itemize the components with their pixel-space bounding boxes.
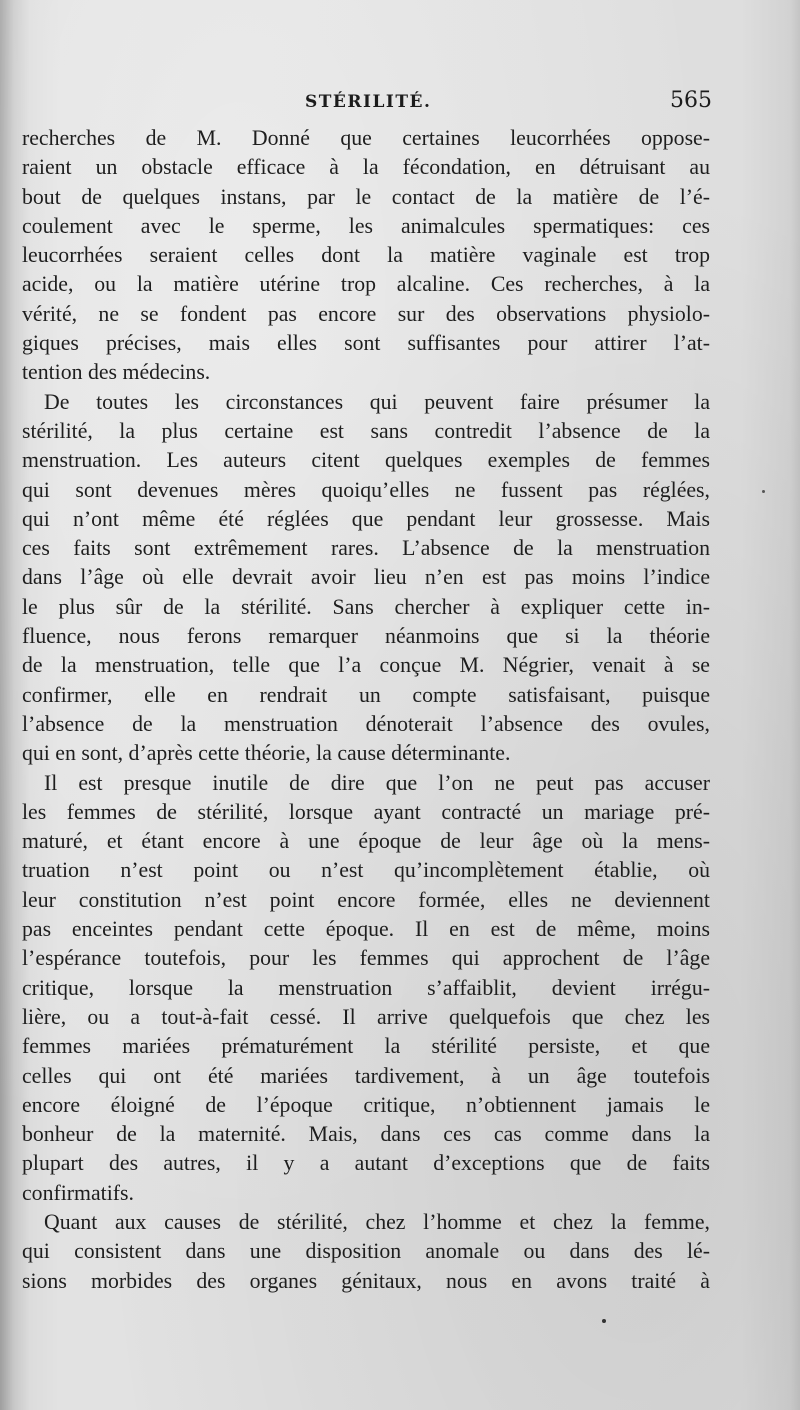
text-line: encore éloigné de l’époque critique, n’obtiennent jamais le (22, 1092, 710, 1117)
text-line: maturé, et étant encore à une époque de leur âge où la mens- (22, 829, 710, 854)
text-line: Il est presque inutile de dire que l’on ne peut pas accuser (44, 770, 710, 795)
page-header (0, 88, 800, 122)
text-line: raient un obstacle efficace à la fécondation, en détruisant au (22, 155, 710, 180)
text-line: truation n’est point ou n’est qu’incomplètement établie, où (22, 858, 710, 883)
ink-speck (602, 1319, 606, 1323)
text-line: acide, ou la matière utérine trop alcaline. Ces recherches, à la (22, 272, 710, 297)
text-line: qui en sont, d’après cette théorie, la cause déterminante. (22, 741, 511, 766)
text-line: de la menstruation, telle que l’a conçue M. Négrier, venait à se (22, 653, 710, 678)
text-line: qui sont devenues mères quoiqu’elles ne fussent pas réglées, (22, 477, 710, 502)
text-line: De toutes les circonstances qui peuvent faire présumer la (44, 389, 710, 414)
text-line: tention des médecins. (22, 360, 211, 385)
text-line: critique, lorsque la menstruation s’affaiblit, devient irrégu- (22, 975, 710, 1000)
text-line: lière, ou a tout-à-fait cessé. Il arrive quelquefois que chez les (22, 1004, 710, 1029)
running-title: STÉRILITÉ. (305, 92, 432, 112)
text-line: leur constitution n’est point encore formée, elles ne deviennent (22, 887, 710, 912)
text-line: leucorrhées seraient celles dont la matière vaginale est trop (22, 243, 710, 268)
text-line: l’espérance toutefois, pour les femmes qui approchent de l’âge (22, 946, 710, 971)
text-line: fluence, nous ferons remarquer néanmoins que si la théorie (22, 624, 710, 649)
text-line: menstruation. Les auteurs citent quelques exemples de femmes (22, 448, 710, 473)
text-line: le plus sûr de la stérilité. Sans chercher à expliquer cette in- (22, 594, 710, 619)
text-line: Quant aux causes de stérilité, chez l’homme et chez la femme, (44, 1209, 710, 1234)
text-line: confirmer, elle en rendrait un compte satisfaisant, puisque (22, 682, 710, 707)
text-line: qui consistent dans une disposition anomale ou dans des lé- (22, 1239, 710, 1264)
text-line: sions morbides des organes génitaux, nous en avons traité à (22, 1268, 710, 1293)
text-line: ces faits sont extrêmement rares. L’absence de la menstruation (22, 536, 710, 561)
text-line: bonheur de la maternité. Mais, dans ces cas comme dans la (22, 1122, 710, 1147)
text-line: les femmes de stérilité, lorsque ayant contracté un mariage pré- (22, 799, 710, 824)
text-line: confirmatifs. (22, 1180, 134, 1205)
text-line: plupart des autres, il y a autant d’exceptions que de faits (22, 1151, 710, 1176)
body-text (22, 124, 710, 1296)
text-line: stérilité, la plus certaine est sans contredit l’absence de la (22, 418, 710, 443)
page-number: 565 (670, 88, 712, 113)
text-line: dans l’âge où elle devrait avoir lieu n’en est pas moins l’indice (22, 565, 710, 590)
text-line: femmes mariées prématurément la stérilité persiste, et que (22, 1034, 710, 1059)
text-line: giques précises, mais elles sont suffisantes pour attirer l’at- (22, 331, 710, 356)
text-line: l’absence de la menstruation dénoterait l’absence des ovules, (22, 711, 710, 736)
text-line: recherches de M. Donné que certaines leucorrhées oppose- (22, 126, 710, 150)
text-line: coulement avec le sperme, les animalcules spermatiques: ces (22, 213, 710, 238)
text-line: bout de quelques instans, par le contact de la matière de l’é- (22, 184, 710, 209)
text-line: celles qui ont été mariées tardivement, à un âge toutefois (22, 1063, 710, 1088)
ink-speck (762, 490, 765, 493)
text-line: vérité, ne se fondent pas encore sur des observations physiolo- (22, 301, 710, 326)
text-line: qui n’ont même été réglées que pendant leur grossesse. Mais (22, 506, 710, 531)
text-line: pas enceintes pendant cette époque. Il en est de même, moins (22, 917, 710, 942)
